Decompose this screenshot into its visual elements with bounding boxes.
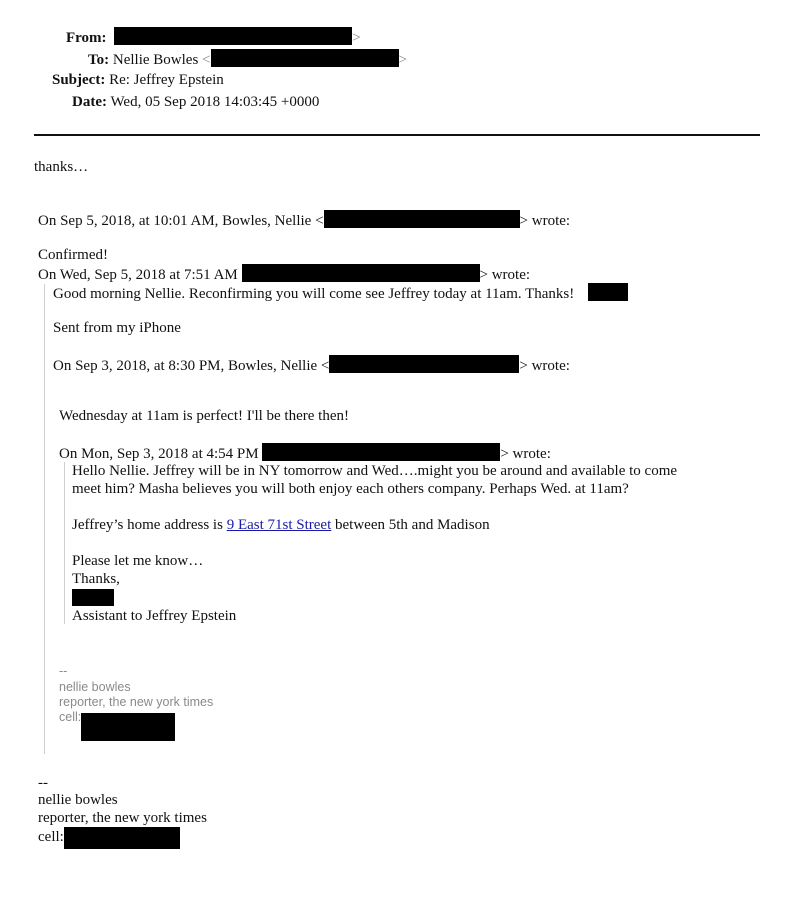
quote2-attribution bbox=[38, 264, 530, 284]
redaction-box bbox=[81, 713, 175, 741]
header-divider bbox=[34, 134, 760, 136]
from-label: From: bbox=[66, 30, 107, 46]
angle-bracket: > bbox=[352, 30, 361, 46]
redaction-box bbox=[211, 49, 399, 67]
quote-bar bbox=[44, 284, 45, 754]
attribution-text: On Sep 5, 2018, at 10:01 AM, Bowles, Nellie < bbox=[38, 213, 324, 229]
angle-bracket: > bbox=[398, 52, 407, 68]
address-text: Jeffrey’s home address is bbox=[72, 517, 227, 533]
inner-signature-role: reporter, the new york times bbox=[59, 695, 214, 709]
outer-signature-cell bbox=[38, 827, 180, 849]
subject-value: Re: Jeffrey Epstein bbox=[109, 72, 224, 88]
redaction-box bbox=[262, 443, 500, 461]
quote4-address bbox=[72, 516, 490, 534]
header-to bbox=[88, 49, 407, 69]
quote4-sender bbox=[72, 589, 114, 608]
cell-label: cell: bbox=[59, 710, 82, 724]
date-value: Wed, 05 Sep 2018 14:03:45 +0000 bbox=[110, 94, 320, 110]
quote1-attribution bbox=[38, 210, 570, 230]
attribution-text: On Wed, Sep 5, 2018 at 7:51 AM bbox=[38, 267, 238, 283]
outer-signature-name: nellie bowles bbox=[38, 792, 118, 808]
quote1-text: Confirmed! bbox=[38, 247, 108, 263]
quote4-title: Assistant to Jeffrey Epstein bbox=[72, 608, 237, 624]
redaction-box bbox=[329, 355, 519, 373]
quote2-text bbox=[53, 283, 628, 303]
sent-from: Sent from my iPhone bbox=[53, 320, 181, 336]
address-link[interactable]: 9 East 71st Street bbox=[226, 517, 332, 533]
angle-bracket: < bbox=[202, 52, 211, 68]
inner-signature-dash: -- bbox=[59, 664, 68, 678]
quote-bar bbox=[64, 462, 65, 624]
to-label: To: bbox=[88, 52, 110, 68]
redaction-box bbox=[114, 27, 352, 45]
address-text: between 5th and Madison bbox=[331, 517, 490, 533]
attribution-text: On Sep 3, 2018, at 8:30 PM, Bowles, Nellie < bbox=[53, 358, 330, 374]
to-name: Nellie Bowles bbox=[112, 52, 199, 68]
quote4-line1: Hello Nellie. Jeffrey will be in NY tomorrow and Wed….might you be around and available to come bbox=[72, 463, 678, 479]
redaction-box bbox=[242, 264, 480, 282]
reply-text: thanks… bbox=[34, 159, 89, 175]
header-from bbox=[66, 27, 361, 47]
outer-signature-role: reporter, the new york times bbox=[38, 810, 207, 826]
quote4-closing2: Thanks, bbox=[72, 571, 120, 587]
outer-signature-dash: -- bbox=[38, 775, 48, 791]
inner-signature-name: nellie bowles bbox=[59, 680, 131, 694]
quote3-attribution bbox=[53, 355, 570, 375]
header-subject bbox=[52, 71, 224, 89]
inner-signature-cell bbox=[59, 710, 175, 741]
redaction-box bbox=[588, 283, 628, 301]
attribution-suffix: > wrote: bbox=[519, 358, 570, 374]
redaction-box bbox=[64, 827, 180, 849]
date-label: Date: bbox=[72, 94, 107, 110]
header-date bbox=[72, 93, 319, 111]
quote4-line2: meet him? Masha believes you will both enjoy each others company. Perhaps Wed. at 11am? bbox=[72, 481, 629, 497]
quote3-text: Wednesday at 11am is perfect! I'll be there then! bbox=[59, 408, 349, 424]
cell-label: cell: bbox=[38, 829, 64, 845]
quote4-closing1: Please let me know… bbox=[72, 553, 204, 569]
redaction-box bbox=[324, 210, 520, 228]
message-text: Good morning Nellie. Reconfirming you will come see Jeffrey today at 11am. Thanks! bbox=[53, 286, 575, 302]
attribution-suffix: > wrote: bbox=[479, 267, 531, 283]
attribution-text: On Mon, Sep 3, 2018 at 4:54 PM bbox=[59, 446, 259, 462]
quote4-attribution bbox=[59, 443, 551, 463]
attribution-suffix: > wrote: bbox=[500, 446, 551, 462]
redaction-box bbox=[72, 589, 114, 606]
subject-label: Subject: bbox=[52, 72, 106, 88]
attribution-suffix: > wrote: bbox=[519, 213, 571, 229]
